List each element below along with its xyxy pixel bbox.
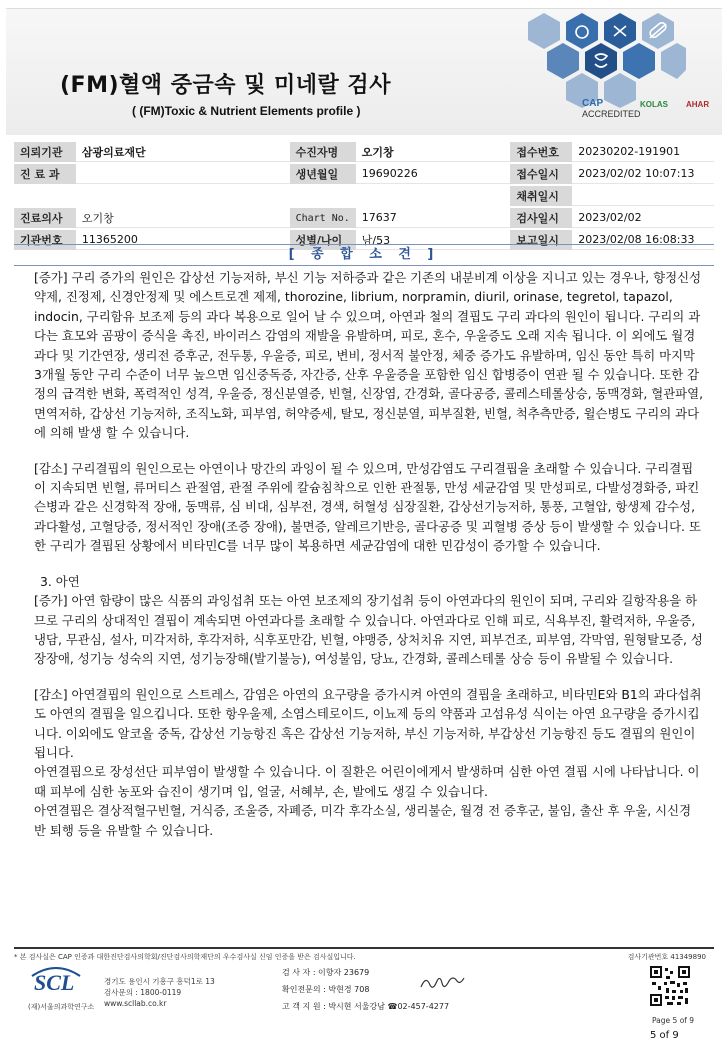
receipt-no-label: 접수번호 bbox=[510, 142, 572, 162]
copper-decrease-paragraph: [감소] 구리결핍의 원인으로는 아연이나 망간의 과잉이 될 수 있으며, 만성감염도 구리결핍을 초래할 수 있습니다. 구리결핍이 지속되면 빈혈, 류머티스 관절염, 관절 주위에 칼슘침착으로 인한 관절통, 만성 세균감염 및 만성피로, 다발성경화증, 파킨슨병과 같은 신경학적 장애, 동맥류, 심 비대, 심부전, 경색, 허혈성 심장질환, 갑상선기능저하, 통풍, 고혈압, 항생제 감수성, 과다활성, 고혈당증, 정서적인 장애(조증 장애), 불면증, 알레르기반응, 골다공증 및 괴혈병 증상 등이 발생할 수 있습니다. 또한 구리가 결핍된 상황에서 비타민C를 너무 많이 복용하면 세균감염에 대한 민감성이 증가할 수 있습니다. bbox=[34, 460, 701, 554]
info-row bbox=[14, 186, 714, 206]
copper-increase-paragraph: [증가] 구리 증가의 원인은 갑상선 기능저하, 부신 기능 저하증과 같은 기존의 내분비계 이상을 지니고 있는 경우나, 향정신성약제, 진정제, 신경안정제 및 에스트로겐 제제, thorozine, librium, norpramin, diuril, orinase, tegretol, tapazol, indocin, 구리함유 보조제 등의 과다 복용으로 일어 날 수 있으며, 아연과 철의 결핍도 구리 과다의 원인이 됩니다. 구리의 과다는 효모와 곰팡이 증식을 촉진, 바이러스 감염의 재발을 유발하며, 피로, 혼수, 우울증도 오래 지속 됩니다. 이 외에도 월경과다 및 기간연장, 생리전 증후군, 전두통, 우울증, 피로, 변비, 정서적 불안정, 체중 증가도 유발하며, 임신 동안 특히 마지막 3개월 동안 구리 수준이 너무 높으면 임신중독증, 자간증, 산후 우울증을 포함한 임신 합병증이 연관 될 수 있습니다. 또한 감정의 급격한 변화, 폭력적인 성격, 우울증, 정신분열증, 빈혈, 신장염, 간경화, 골다공증, 콜레스테롤상승, 동맥경화, 혈관파열, 면역저하, 갑상선 기능저하, 조직노화, 피부염, 허약증세, 탈모, 정신분열, 피부질환, 빈혈, 척추측만증, 윌슨병도 구리의 과다에 의해 발생 할 수 있습니다. bbox=[34, 270, 704, 441]
page-indicator: 5 of 9 bbox=[650, 1030, 679, 1041]
accreditation-note: * 본 검사실은 CAP 인증과 대한진단검사의학회/진단검사의학재단의 우수검사실 신임 인증을 받은 검사실입니다. bbox=[14, 953, 356, 961]
collection-value bbox=[572, 186, 714, 206]
test-date-label: 검사일시 bbox=[510, 208, 572, 228]
chart-value: 17637 bbox=[356, 208, 511, 228]
zinc-decrease-paragraph: 아연결핍으로 장성선단 피부염이 발생할 수 있습니다. 이 질환은 어린이에게서 발생하며 심한 아연 결핍 시에 나타납니다. 이때 피부에 심한 농포와 습진이 생기며 입, 얼굴, 서혜부, 손, 발에도 생길 수 있습니다. bbox=[34, 764, 700, 799]
summary-content bbox=[34, 268, 704, 840]
patient-info-table bbox=[14, 140, 714, 252]
hexagon-shape bbox=[661, 43, 686, 79]
cap-logo: CAP ACCREDITED bbox=[582, 98, 641, 119]
receipt-no-value: 20230202-191901 bbox=[572, 142, 714, 162]
scl-logo: SCL bbox=[34, 970, 75, 995]
test-date-value: 2023/02/02 bbox=[572, 208, 714, 228]
chart-label: Chart No. bbox=[290, 208, 356, 228]
lab-address: 경기도 용인시 기흥구 흥덕1로 13 bbox=[104, 977, 215, 986]
info-row bbox=[14, 208, 714, 228]
zinc-increase-paragraph: [증가] 아연 함량이 많은 식품의 과잉섭취 또는 아연 보조제의 장기섭취 등이 아연과다의 원인이 되며, 구리와 길항작용을 하므로 구리의 상대적인 결핍이 계속되면 아연과다를 초래할 수 있습니다. 아연과다로 인해 피로, 식욕부진, 활력저하, 우울증, 냉담, 무관심, 설사, 미각저하, 후각저하, 식후포만감, 빈혈, 야맹증, 상처치유 지연, 피부건조, 피부염, 각막염, 원형탈모증, 성장장애, 성기능 성숙의 지연, 성기능장해(발기불능), 여성불임, 당뇨, 간경화, 콜레스테롤 상승 등이 유발될 수 있습니다. bbox=[34, 593, 703, 667]
collection-label: 채취일시 bbox=[510, 186, 572, 206]
tester: 검 사 자 : 이향자 23679 bbox=[282, 968, 370, 977]
accreditation-logos bbox=[582, 96, 716, 124]
kolas-logo: KOLAS bbox=[640, 100, 668, 109]
report-title: (FM)혈액 중금속 및 미네랄 검사 bbox=[60, 73, 391, 98]
sex-age-value: 남/53 bbox=[356, 230, 511, 250]
page-indicator-small: Page 5 of 9 bbox=[652, 1016, 695, 1025]
requesting-org-value: 삼광의료재단 bbox=[76, 142, 290, 162]
signature-icon bbox=[418, 972, 468, 994]
hexagon-shape bbox=[528, 13, 560, 49]
scl-logo-subtitle: (재)서울의과학연구소 bbox=[28, 1003, 95, 1011]
zinc-decrease-paragraph: [감소] 아연결핍의 원인으로 스트레스, 감염은 아연의 요구량을 증가시켜 아연의 결핍을 초래하고, 비타민E와 B1의 과다섭취도 아연의 결핍을 일으킵니다. 또한 항우울제, 소염스테로이드, 이뇨제 등의 약품과 고섬유성 식이는 아연 요구량을 증가시킵니다. 이외에도 알코올 중독, 갑상선 기능항진 혹은 갑상선 기능저하, 부신 기능저하, 부갑상선 기능항진 등도 결핍의 원인이 됩니다. bbox=[34, 686, 702, 760]
dept-value bbox=[76, 164, 290, 184]
doctor-label: 진료의사 bbox=[14, 208, 76, 228]
report-header bbox=[0, 0, 728, 136]
hexagon-shape bbox=[585, 43, 617, 79]
zinc-heading: 3. 아연 bbox=[40, 573, 80, 589]
footer-note bbox=[14, 947, 714, 962]
dob-value: 19690226 bbox=[356, 164, 511, 184]
report-subtitle: ( (FM)Toxic & Nutrient Elements profile ) bbox=[132, 104, 361, 118]
sex-age-label: 성별/나이 bbox=[290, 230, 356, 250]
receipt-date-label: 접수일시 bbox=[510, 164, 572, 184]
report-date-value: 2023/02/08 16:08:33 bbox=[572, 230, 714, 250]
hexagon-shape bbox=[566, 13, 598, 49]
org-no-label: 기관번호 bbox=[14, 230, 76, 250]
lab-website[interactable]: www.scllab.co.kr bbox=[104, 999, 167, 1008]
dept-label: 진 료 과 bbox=[14, 164, 76, 184]
receipt-date-value: 2023/02/02 10:07:13 bbox=[572, 164, 714, 184]
lab-address-block bbox=[104, 976, 215, 1009]
hexagon-icons-graphic bbox=[518, 12, 686, 108]
hexagon-shape bbox=[623, 43, 655, 79]
info-row bbox=[14, 164, 714, 184]
lab-number: 검사기관번호 41349890 bbox=[627, 953, 706, 961]
ahar-logo: AHAR bbox=[686, 100, 710, 109]
patient-value: 오기창 bbox=[356, 142, 511, 162]
qr-code-icon[interactable] bbox=[650, 966, 690, 1006]
lab-phone: 검사문의 : 1800-0119 bbox=[104, 988, 182, 997]
org-no-value: 11365200 bbox=[76, 230, 290, 250]
zinc-decrease-paragraph: 아연결핍은 결상적혈구빈혈, 거식증, 조울증, 자폐증, 미각 후각소실, 생리불순, 월경 전 증후군, 불임, 출산 후 우울, 시신경 반 퇴행 등을 유발할 수 있습니다. bbox=[34, 803, 692, 838]
doctor-value: 오기창 bbox=[76, 208, 290, 228]
patient-label: 수진자명 bbox=[290, 142, 356, 162]
customer-support: 고 객 지 원 : 박시현 서울강남 ☎02-457-4277 bbox=[282, 1002, 450, 1011]
hexagon-shape bbox=[547, 43, 579, 79]
report-date-label: 보고일시 bbox=[510, 230, 572, 250]
confirmer: 확인전문의 : 박현경 708 bbox=[282, 985, 370, 994]
dob-label: 생년월일 bbox=[290, 164, 356, 184]
summary-section-title: [ 종 합 소 견 ] bbox=[14, 244, 714, 266]
requesting-org-label: 의뢰기관 bbox=[14, 142, 76, 162]
info-row bbox=[14, 142, 714, 162]
